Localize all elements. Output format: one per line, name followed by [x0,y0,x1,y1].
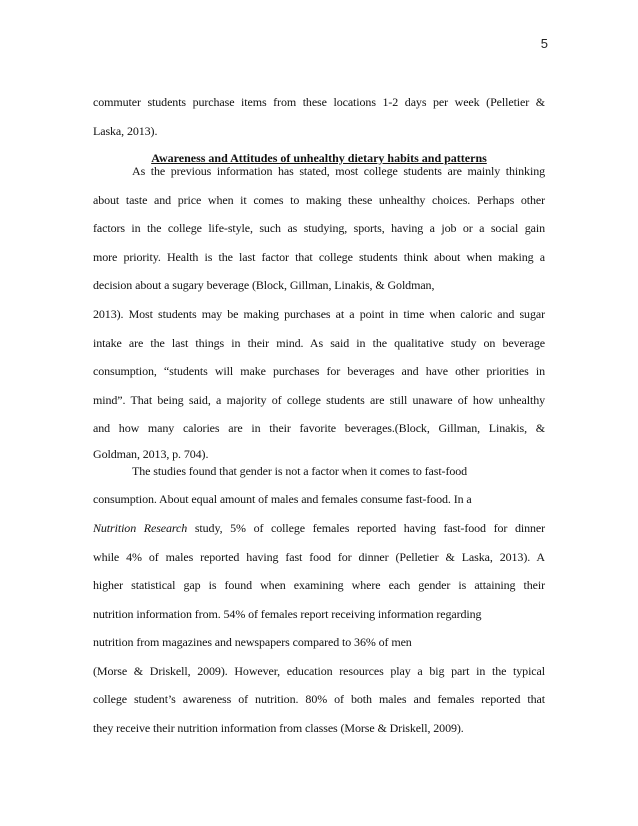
body-line: higher statistical gap is found when examining where each gender is attaining their [93,578,545,592]
body-line: Laska, 2013). [93,124,158,138]
body-line: consumption, “students will make purchases for beverages and have other priorities in [93,364,545,378]
body-line: and how many calories are in their favorite beverages.(Block, Gillman, Linakis, & [93,421,545,435]
body-line: decision about a sugary beverage (Block, Gillman, Linakis, & Goldman, [93,278,435,292]
body-line: factors in the college life-style, such as studying, sports, having a job or a social gain [93,221,545,235]
body-line-rest: study, 5% of college females reported having fast-food for dinner [187,521,545,535]
body-line: about taste and price when it comes to making these unhealthy choices. Perhaps other [93,193,545,207]
body-line: 2013). Most students may be making purchases at a point in time when caloric and sugar [93,307,545,321]
page-number: 5 [540,36,548,51]
body-line: college student’s awareness of nutrition. 80% of both males and females reported that [93,692,545,706]
body-line: nutrition information from. 54% of females report receiving information regarding [93,607,482,621]
body-line: more priority. Health is the last factor that college students think about when making a [93,250,545,264]
body-line: The studies found that gender is not a factor when it comes to fast-food [132,464,468,478]
journal-title: Nutrition Research [93,521,188,535]
body-line: while 4% of males reported having fast food for dinner (Pelletier & Laska, 2013). A [93,550,545,564]
body-line: nutrition from magazines and newspapers compared to 36% of men [93,635,412,649]
body-line [93,520,545,536]
body-line: intake are the last things in their mind. As said in the qualitative study on beverage [93,336,545,350]
body-line: commuter students purchase items from these locations 1-2 days per week (Pelletier & [93,95,545,109]
section-heading: Awareness and Attitudes of unhealthy dietary habits and patterns [151,151,487,165]
body-line: (Morse & Driskell, 2009). However, education resources play a big part in the typical [93,664,545,678]
body-line: they receive their nutrition information from classes (Morse & Driskell, 2009). [93,721,464,735]
body-line: Goldman, 2013, p. 704). [93,447,209,461]
body-line: consumption. About equal amount of males and females consume fast-food. In a [93,492,472,506]
body-line: mind”. That being said, a majority of college students are still unaware of how unhealthy [93,393,545,407]
body-line: As the previous information has stated, most college students are mainly thinking [132,164,545,178]
